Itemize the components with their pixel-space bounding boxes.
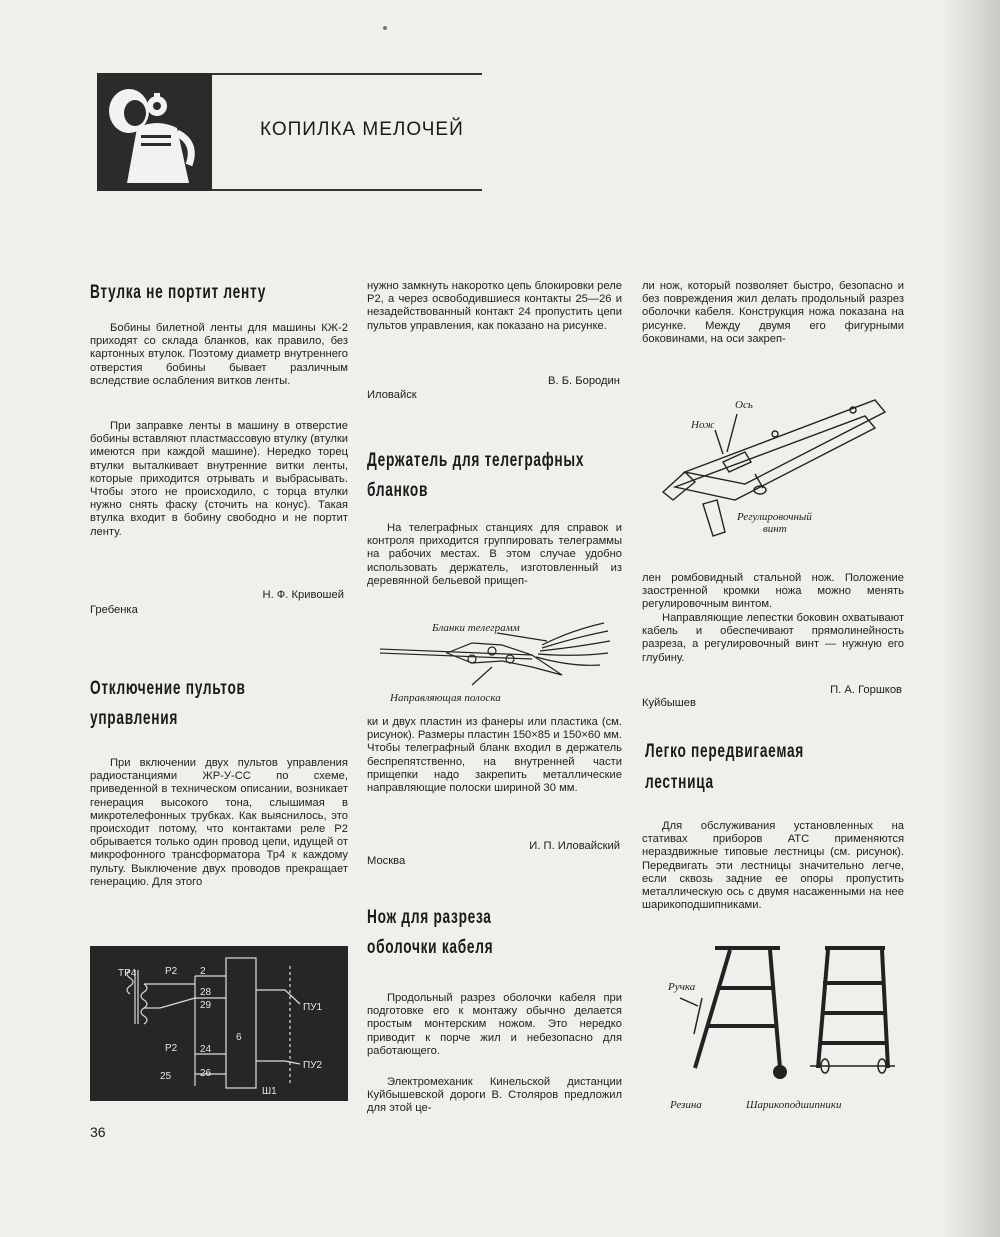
article-title-consoles-1: Отключение пультов: [90, 678, 246, 699]
article-title-ladder-1: Легко передвигаемая: [645, 741, 805, 762]
holder-label-blanks: Бланки телеграмм: [432, 622, 520, 634]
knife-label-axis: Ось: [735, 399, 753, 411]
ladder-paragraph-1: Для обслуживания установленных на стативах приборов АТС применяются нераздвижные типовые лестницы (см. рисунок). Передвигать эти лестницы значительно легче, если сквозь задние ее опоры пропустить металлическую ось с двумя насаженными на нее шарикоподшипниками.: [642, 820, 904, 912]
holder-paragraph-1: На телеграфных станциях для справок и контроля приходится группировать телеграммы на рабочих местах. В этом случае удобно использовать держатель, изготовленный из деревянной бельевой прищеп-: [367, 522, 622, 587]
schematic-strip-label: Ш1: [262, 1086, 277, 1097]
article-title-holder-2: бланков: [367, 480, 429, 501]
piggy-jug-icon: [97, 73, 212, 191]
knife-paragraph-2: Электромеханик Кинельской дистанции Куйбышевской дороги В. Столяров предложил для этой це-: [367, 1076, 622, 1115]
article-title-holder-1: Держатель для телеграфных: [367, 450, 585, 471]
consoles-author: В. Б. Бородин: [548, 375, 620, 387]
consoles-paragraph-cont: нужно замкнуть накоротко цепь блокировки реле Р2, а через освободившиеся контакты 25—26 и незадействованный контакт 24 пропустить цепи пультов управления, как показано на рисунке.: [367, 280, 622, 332]
bushing-city: Гребенка: [90, 604, 138, 616]
holder-label-guide: Направляющая полоска: [390, 692, 501, 704]
ladder-label-bearings: Шарикоподшипники: [746, 1099, 842, 1111]
holder-author: И. П. Иловайский: [529, 840, 620, 852]
article-title-knife-1: Нож для разреза: [367, 907, 492, 928]
schematic-relay-bottom-label: Р2: [165, 1043, 178, 1054]
knife-label-knife: Нож: [691, 419, 715, 431]
knife-paragraph-cont-2: лен ромбовидный стальной нож. Положение заостренной кромки ножа можно менять регулировочным винтом.: [642, 572, 904, 611]
schematic-contact-label: 25: [160, 1071, 172, 1082]
knife-paragraph-cont-3: Направляющие лепестки боковин охватывают кабель и обеспечивают прямолинейность разреза, а регулировочный винт — нужную его глубину.: [642, 612, 904, 664]
knife-label-screw-1: Регулировочный: [737, 511, 812, 523]
knife-city: Куйбышев: [642, 697, 696, 709]
schematic-contact-label: 2: [200, 966, 206, 977]
ladder-figure: [660, 938, 900, 1118]
schematic-contact-label: 29: [200, 1000, 212, 1011]
knife-paragraph-1: Продольный разрез оболочки кабеля при подготовке его к монтажу обычно делается простым монтерским ножом. Это нередко приводит к порче жил и небезопасно для работающего.: [367, 992, 622, 1057]
schematic-terminal-label: 6: [236, 1032, 242, 1043]
article-title-consoles-2: управления: [90, 708, 179, 729]
article-title-knife-2: оболочки кабеля: [367, 937, 494, 958]
ladder-label-rubber: Резина: [670, 1099, 702, 1111]
rubric-logo: [97, 73, 212, 191]
schematic-contact-label: 28: [200, 987, 212, 998]
rubric-title: КОПИЛКА МЕЛОЧЕЙ: [260, 119, 464, 140]
schematic-relay-top-label: Р2: [165, 966, 178, 977]
page-number: 36: [90, 1124, 106, 1140]
knife-paragraph-cont: ли нож, который позволяет быстро, безопасно и без повреждения жил делать продольный разрез оболочки кабеля. Конструкция ножа показана на рисунке. Между двумя его фигурными боковинами, на оси закреп-: [642, 280, 904, 345]
schematic-contact-label: 26: [200, 1068, 212, 1079]
holder-paragraph-cont: ки и двух пластин из фанеры или пластика (см. рисунок). Размеры пластин 150×85 и 150×60 мм. Чтобы телеграфный бланк входил в держатель беспрепятственно, на внутренней части прищепки надо закрепить металлические направляющие полоски шириной 30 мм.: [367, 716, 622, 795]
print-speck: [383, 26, 387, 30]
schematic-console2-label: ПУ2: [303, 1060, 323, 1071]
relay-schematic: [90, 946, 348, 1101]
consoles-paragraph-1: При включении двух пультов управления радиостанциями ЖР-У-СС по схеме, приведенной в техническом описании, возникает генерация высокого тона, слышимая в микротелефонных трубках. Как выяснилось, это происходит потому, что контактами реле Р2 обрывается только один провод цепи, идущей от микрофонного трансформатора Тр4 к каждому пульту. Выключение двух проводов прекращает генерацию. Для этого: [90, 757, 348, 888]
schematic-transformer-label: ТР4: [118, 968, 137, 979]
holder-city: Москва: [367, 855, 406, 867]
consoles-city: Иловайск: [367, 389, 417, 401]
knife-author: П. А. Горшков: [830, 684, 902, 696]
header-rule-bottom: [212, 189, 482, 191]
knife-label-screw-2: винт: [763, 523, 787, 535]
bushing-author: Н. Ф. Кривошей: [262, 589, 344, 601]
article-title-bushing: Втулка не портит ленту: [90, 282, 267, 303]
knife-figure: [655, 392, 900, 542]
holder-figure: [372, 615, 617, 710]
page-edge-shadow: [940, 0, 1000, 1237]
bushing-paragraph-1: Бобины билетной ленты для машины КЖ-2 приходят со склада бланков, как правило, без картонных втулок. Поэтому диаметр внутреннего отверстия бобины бывает различным вследствие ослабления витков ленты.: [90, 322, 348, 387]
article-title-ladder-2: лестница: [645, 772, 714, 793]
schematic-console1-label: ПУ1: [303, 1002, 323, 1013]
ladder-label-handle: Ручка: [668, 981, 696, 993]
bushing-paragraph-2: При заправке ленты в машину в отверстие бобины вставляют пластмассовую втулку (втулки имеются при каждой машине). Нередко торец втулки выталкивает внутренние витки ленты, которые приходится отрывать и выбрасывать. Чтобы этого не происходило, с торца втулки нужно снять фаску (сточить на конус). Такая втулка входит в бобину свободно и не портит ленту.: [90, 420, 348, 538]
schematic-contact-label: 24: [200, 1044, 212, 1055]
